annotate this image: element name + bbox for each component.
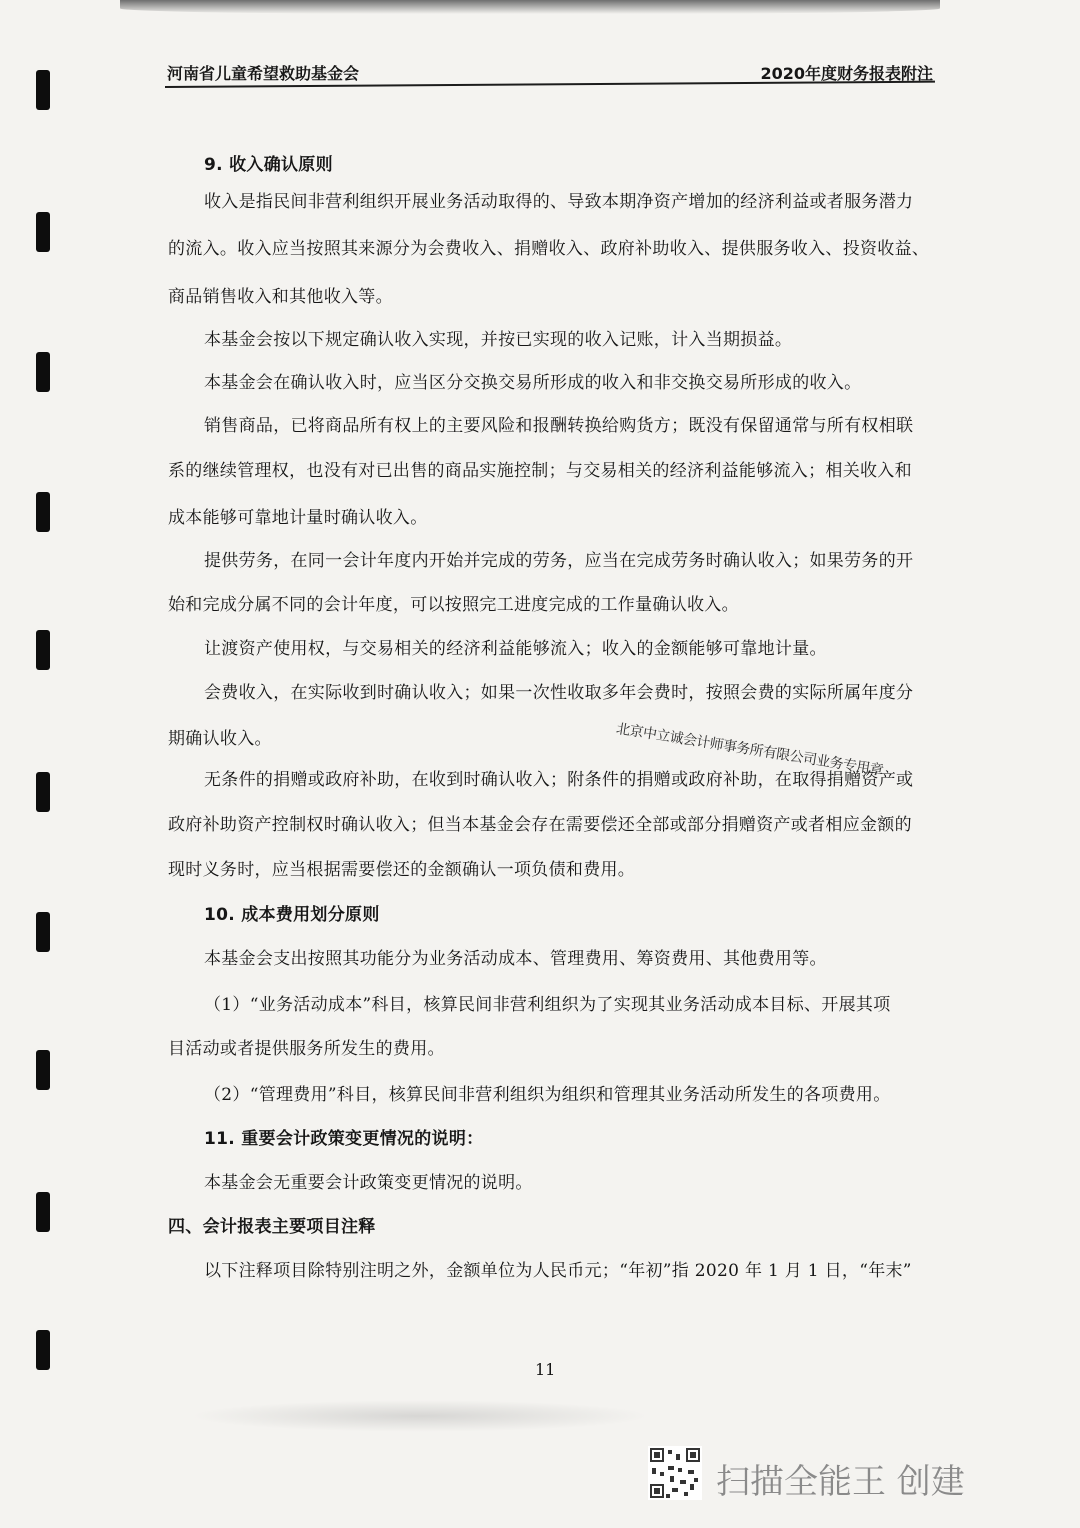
paragraph-line: 销售商品，已将商品所有权上的主要风险和报酬转换给购货方；既没有保留通常与所有权相联 — [204, 416, 914, 436]
section-heading: 四、会计报表主要项目注释 — [168, 1217, 376, 1237]
paragraph-line: 目活动或者提供服务所发生的费用。 — [168, 1039, 445, 1059]
paragraph-line: 让渡资产使用权，与交易相关的经济利益能够流入；收入的金额能够可靠地计量。 — [204, 639, 827, 659]
binder-hole-mark — [36, 772, 50, 812]
paragraph-line: 政府补助资产控制权时确认收入；但当本基金会存在需要偿还全部或部分捐赠资产或者相应金额的 — [168, 815, 912, 835]
page-number: 11 — [535, 1360, 556, 1379]
binder-hole-mark — [36, 630, 50, 670]
binder-hole-mark — [36, 912, 50, 952]
section-heading: 10. 成本费用划分原则 — [204, 905, 380, 925]
paragraph-line: 收入是指民间非营利组织开展业务活动取得的、导致本期净资产增加的经济利益或者服务潜力 — [204, 192, 914, 212]
paragraph-line: 期确认收入。 — [168, 729, 272, 749]
organization-name: 河南省儿童希望救助基金会 — [167, 64, 360, 83]
paragraph-line: 本基金会按以下规定确认收入实现，并按已实现的收入记账，计入当期损益。 — [204, 330, 793, 350]
scan-top-shadow — [120, 0, 940, 14]
report-title: 2020年度财务报表附注 — [760, 64, 933, 83]
paragraph-line: 的流入。收入应当按照其来源分为会费收入、捐赠收入、政府补助收入、提供服务收入、投资收益、 — [168, 239, 930, 259]
paragraph-line: 会费收入，在实际收到时确认收入；如果一次性收取多年会费时，按照会费的实际所属年度分 — [204, 683, 914, 703]
paragraph-line: 现时义务时，应当根据需要偿还的金额确认一项负债和费用。 — [168, 860, 636, 880]
paragraph-line: （1）“业务活动成本”科目，核算民间非营利组织为了实现其业务活动成本目标、开展其项 — [204, 995, 891, 1015]
paragraph-line: 以下注释项目除特别注明之外，金额单位为人民币元；“年初”指 2020 年 1 月 1 日，“年末” — [204, 1261, 912, 1281]
qr-code-icon — [648, 1446, 702, 1500]
paragraph-line: 商品销售收入和其他收入等。 — [168, 287, 393, 307]
binder-hole-mark — [36, 212, 50, 252]
binder-hole-mark — [36, 70, 50, 110]
binder-hole-mark — [36, 352, 50, 392]
firm-stamp: 北京中立诚会计师事务所有限公司业务专用章 — [615, 720, 885, 780]
binder-hole-mark — [36, 1050, 50, 1090]
paragraph-line: 本基金会无重要会计政策变更情况的说明。 — [204, 1173, 533, 1193]
watermark-label: 扫描全能王 创建 — [716, 1462, 965, 1502]
paragraph-line: 始和完成分属不同的会计年度，可以按照完工进度完成的工作量确认收入。 — [168, 595, 739, 615]
scanner-watermark — [648, 1446, 978, 1504]
paragraph-line: 成本能够可靠地计量时确认收入。 — [168, 508, 428, 528]
binder-hole-mark — [36, 1330, 50, 1370]
section-heading: 11. 重要会计政策变更情况的说明： — [204, 1129, 484, 1149]
paragraph-line: 提供劳务，在同一会计年度内开始并完成的劳务，应当在完成劳务时确认收入；如果劳务的开 — [204, 551, 914, 571]
paragraph-line: 无条件的捐赠或政府补助，在收到时确认收入；附条件的捐赠或政府补助，在取得捐赠资产或 — [204, 770, 914, 790]
paragraph-line: 本基金会支出按照其功能分为业务活动成本、管理费用、筹资费用、其他费用等。 — [204, 949, 827, 969]
binder-hole-mark — [36, 1192, 50, 1232]
paragraph-line: 系的继续管理权，也没有对已出售的商品实施控制；与交易相关的经济利益能够流入；相关收入和 — [168, 461, 912, 481]
binder-hole-mark — [36, 492, 50, 532]
paragraph-line: 本基金会在确认收入时，应当区分交换交易所形成的收入和非交换交易所形成的收入。 — [204, 373, 862, 393]
section-heading: 9. 收入确认原则 — [204, 155, 333, 175]
paragraph-line: （2）“管理费用”科目，核算民间非营利组织为组织和管理其业务活动所发生的各项费用。 — [204, 1085, 891, 1105]
scan-smudge — [190, 1400, 650, 1432]
